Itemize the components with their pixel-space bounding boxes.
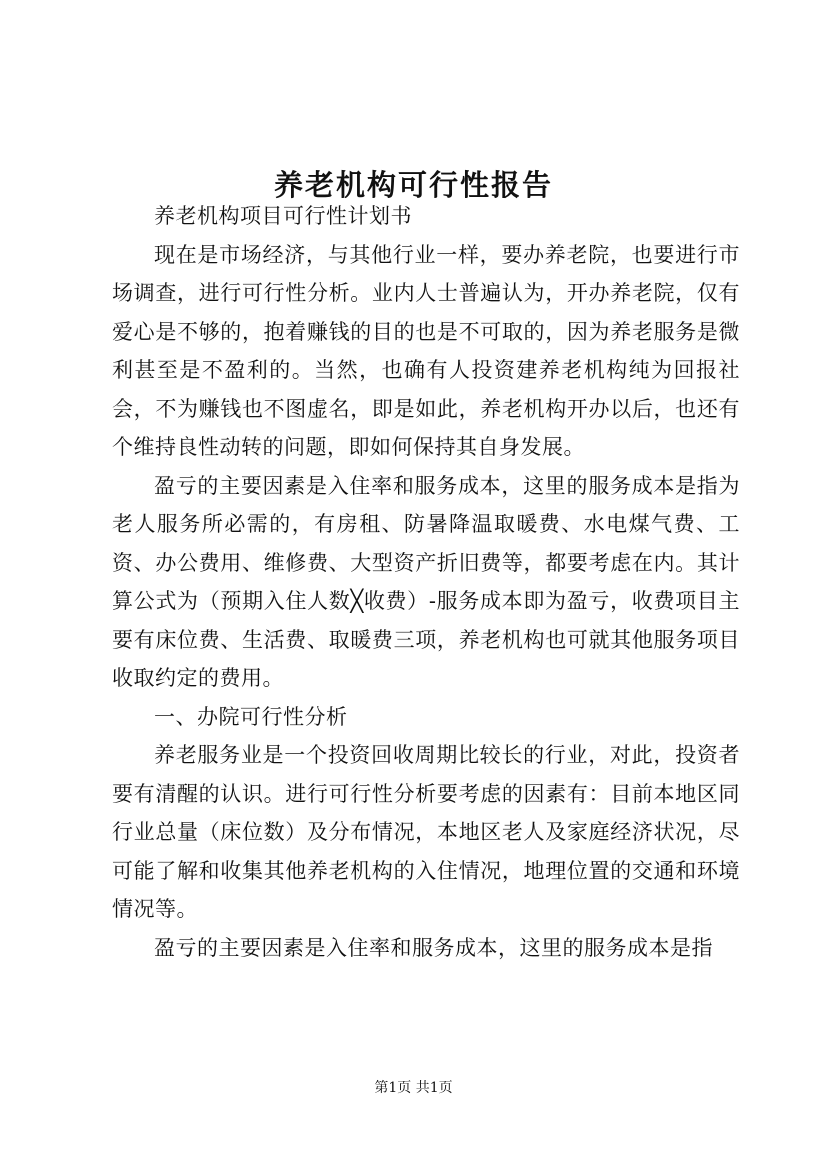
analysis-paragraph: 养老服务业是一个投资回收周期比较长的行业，对此，投资者要有清醒的认识。进行可行性分析要考虑的因素有：目前本地区同行业总量（床位数）及分布情况，本地区老人及家庭经济状况，尽可能了解和收集其他养老机构的入住情况，地理位置的交通和环境情况等。 xyxy=(112,743,740,921)
intro-paragraph: 现在是市场经济，与其他行业一样，要办养老院，也要进行市场调查，进行可行性分析。业内人士普遍认为，开办养老院，仅有爱心是不够的，抱着赚钱的目的也是不可取的，因为养老服务是微利甚至是不盈利的。当然，也确有人投资建养老机构纯为回报社会，不为赚钱也不图虚名，即是如此，养老机构开办以后，也还有个维持良性动转的问题，即如何保持其自身发展。 xyxy=(112,242,740,459)
section-heading: 一、办院可行性分析 xyxy=(154,704,348,729)
page-footer: 第1页 共1页 xyxy=(374,1080,453,1096)
document-body xyxy=(112,197,740,967)
cost-paragraph-repeat: 盈亏的主要因素是入住率和服务成本，这里的服务成本是指 xyxy=(154,935,713,960)
subtitle-paragraph: 养老机构项目可行性计划书 xyxy=(154,204,412,228)
cost-paragraph: 盈亏的主要因素是入住率和服务成本，这里的服务成本是指为老人服务所必需的，有房租、防暑降温取暖费、水电煤气费、工资、办公费用、维修费、大型资产折旧费等，都要考虑在内。其计算公式为（预期入住人数╳收费）-服务成本即为盈亏，收费项目主要有床位费、生活费、取暖费三项，养老机构也可就其他服务项目收取约定的费用。 xyxy=(112,473,740,690)
document-title: 养老机构可行性报告 xyxy=(273,168,553,203)
